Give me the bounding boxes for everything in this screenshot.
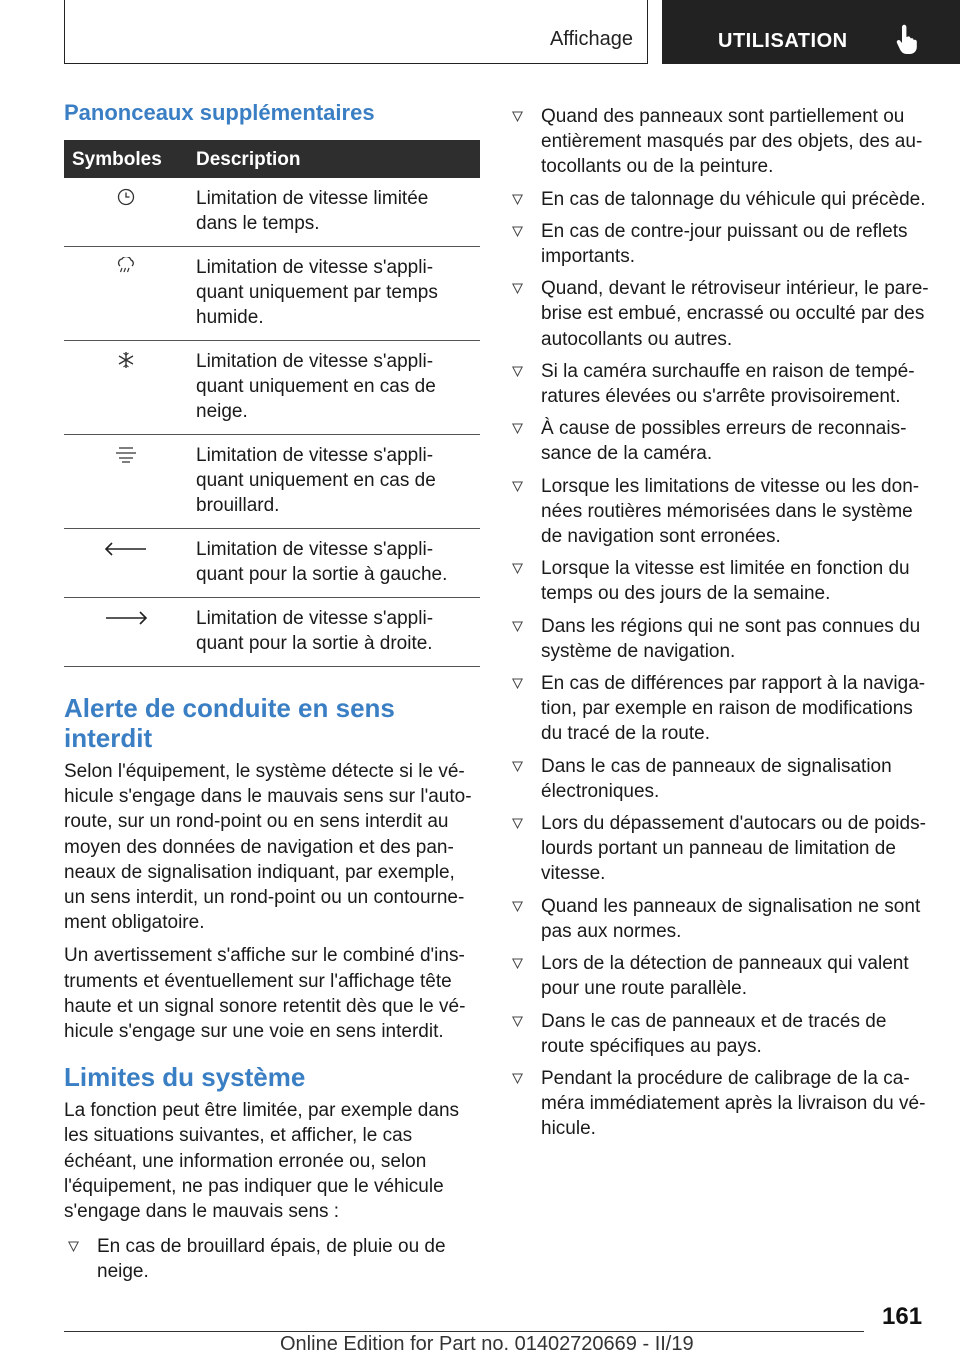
list-item-text: En cas de contre-jour puissant ou de reflets importants. xyxy=(541,220,908,268)
triangle-bullet-icon xyxy=(512,563,523,574)
fog-icon xyxy=(113,445,139,463)
list-item xyxy=(508,894,930,944)
list-item-text: Pendant la procédure de calibrage de la caméra immédiatement après la livraison du véhicule. xyxy=(541,1067,926,1140)
symbol-cell xyxy=(64,178,188,247)
left-column xyxy=(64,100,480,1292)
table-header-row xyxy=(64,140,480,178)
list-item-text: À cause de possibles erreurs de reconnaissance de la caméra. xyxy=(541,418,907,465)
list-item xyxy=(508,474,930,550)
list-item-text: Quand les panneaux de signalisation ne sont pas aux normes. xyxy=(541,895,921,942)
list-item-text: En cas de talonnage du véhicule qui précède. xyxy=(541,188,926,210)
list-item xyxy=(508,951,930,1001)
list-item xyxy=(508,359,930,409)
supplementary-title: Panonceaux supplémentaires xyxy=(64,100,375,125)
triangle-bullet-icon xyxy=(512,1073,523,1084)
list-item-text: En cas de brouillard épais, de pluie ou de neige. xyxy=(97,1236,446,1283)
list-item xyxy=(508,556,930,606)
clock-icon xyxy=(113,188,139,206)
table-row xyxy=(64,247,480,341)
hand-pointer-icon xyxy=(894,24,922,56)
triangle-bullet-icon xyxy=(512,283,523,294)
list-item xyxy=(508,614,930,664)
list-item xyxy=(508,1066,930,1142)
list-item-text: Si la caméra surchauffe en raison de températures élevées ou s'arrête provisoirement. xyxy=(541,360,915,408)
list-item xyxy=(508,104,930,180)
footer-rule xyxy=(64,1331,864,1332)
arrow-left-icon xyxy=(104,541,148,557)
symbol-cell xyxy=(64,598,188,667)
description-cell: Limitation de vitesse limitée dans le temps. xyxy=(188,178,480,247)
column-header-description: Description xyxy=(188,140,480,178)
list-item xyxy=(64,1234,480,1284)
table-row xyxy=(64,341,480,435)
triangle-bullet-icon xyxy=(512,818,523,829)
list-item-text: Lorsque les limitations de vitesse ou les données routières mémorisées dans le système de navigation sont erronées. xyxy=(541,475,920,548)
list-item xyxy=(508,811,930,887)
right-column xyxy=(508,104,930,1149)
limits-list-left xyxy=(64,1234,480,1284)
triangle-bullet-icon xyxy=(512,226,523,237)
description-cell: Limitation de vitesse s'appliquant uniquement en cas de brouillard. xyxy=(188,435,480,529)
limits-list-right xyxy=(508,104,930,1142)
triangle-bullet-icon xyxy=(512,958,523,969)
list-item xyxy=(508,1009,930,1059)
triangle-bullet-icon xyxy=(512,1016,523,1027)
list-item xyxy=(508,187,930,212)
list-item-text: Dans le cas de panneaux et de tracés de route spécifiques au pays. xyxy=(541,1010,887,1057)
table-row xyxy=(64,598,480,667)
list-item xyxy=(508,276,930,352)
triangle-bullet-icon xyxy=(512,194,523,205)
symbol-cell xyxy=(64,435,188,529)
table-row xyxy=(64,178,480,247)
symbol-cell xyxy=(64,341,188,435)
symbols-table xyxy=(64,140,480,667)
limits-title: Limites du système xyxy=(64,1062,306,1093)
triangle-bullet-icon xyxy=(68,1241,79,1252)
limits-paragraph: La fonction peut être limitée, par exemple dans les situations suivantes, et afficher, le cas échéant, une information erronée ou, selon l'équipement, ne pas indiquer que le véhicule s'engage dans le mauvais sens : xyxy=(64,1100,460,1223)
triangle-bullet-icon xyxy=(512,901,523,912)
list-item xyxy=(508,416,930,466)
symbol-cell xyxy=(64,247,188,341)
triangle-bullet-icon xyxy=(512,678,523,689)
arrow-right-icon xyxy=(104,610,148,626)
description-cell: Limitation de vitesse s'appliquant pour la sortie à gauche. xyxy=(188,529,480,598)
list-item xyxy=(508,754,930,804)
header-chapter-title: UTILISATION xyxy=(718,30,848,52)
header-section-title: Affichage xyxy=(549,28,633,50)
list-item-text: Lorsque la vitesse est limitée en fonction du temps ou des jours de la semaine. xyxy=(541,558,910,605)
symbol-cell xyxy=(64,529,188,598)
list-item-text: Dans le cas de panneaux de signalisation électroniques. xyxy=(541,755,892,802)
header-section-box xyxy=(64,0,648,64)
list-item-text: En cas de différences par rapport à la navigation, par exemple en raison de modifications du tracé de la route. xyxy=(541,673,926,745)
table-row xyxy=(64,435,480,529)
triangle-bullet-icon xyxy=(512,111,523,122)
triangle-bullet-icon xyxy=(512,621,523,632)
column-header-symbols: Symboles xyxy=(64,140,188,178)
table-row xyxy=(64,529,480,598)
list-item xyxy=(508,671,930,747)
list-item-text: Quand, devant le rétroviseur intérieur, le pare-brise est embué, encrassé ou occulté par des autocollants ou autres. xyxy=(541,278,929,350)
wrong-way-paragraph-1: Selon l'équipement, le système détecte si le véhicule s'engage dans le mauvais sens sur l'autoroute, sur un rond-point ou en sens interdit au moyen des données de navigation et des panneaux de signalisation indiquant, par exemple, un sens interdit, un rond-point ou un contournement obligatoire. xyxy=(64,761,472,934)
description-cell: Limitation de vitesse s'appliquant uniquement par temps humide. xyxy=(188,247,480,341)
footer-edition: Online Edition for Part no. 01402720669 - II/19 xyxy=(280,1333,694,1355)
list-item-text: Lors du dépassement d'autocars ou de poids-lourds portant un panneau de limitation de vitesse. xyxy=(541,813,926,885)
description-cell: Limitation de vitesse s'appliquant uniquement en cas de neige. xyxy=(188,341,480,435)
snowflake-icon xyxy=(113,351,139,369)
list-item-text: Lors de la détection de panneaux qui valent pour une route parallèle. xyxy=(541,953,909,1000)
list-item xyxy=(508,219,930,269)
list-item-text: Dans les régions qui ne sont pas connues du système de navigation. xyxy=(541,615,921,662)
rain-cloud-icon xyxy=(113,257,139,275)
description-cell: Limitation de vitesse s'appliquant pour la sortie à droite. xyxy=(188,598,480,667)
list-item-text: Quand des panneaux sont partiellement ou entièrement masqués par des objets, des autocollants ou de la peinture. xyxy=(541,106,923,178)
triangle-bullet-icon xyxy=(512,481,523,492)
wrong-way-paragraph-2: Un avertissement s'affiche sur le combiné d'instruments et éventuellement sur l'affichage tête haute et un signal sonore retentit dès que le véhicule s'engage sur une voie en sens interdit. xyxy=(64,945,466,1043)
triangle-bullet-icon xyxy=(512,423,523,434)
header-chapter-tab xyxy=(662,0,960,64)
triangle-bullet-icon xyxy=(512,761,523,772)
wrong-way-title: Alerte de conduite en sens interdit xyxy=(64,693,395,753)
page-number: 161 xyxy=(882,1303,923,1330)
triangle-bullet-icon xyxy=(512,366,523,377)
